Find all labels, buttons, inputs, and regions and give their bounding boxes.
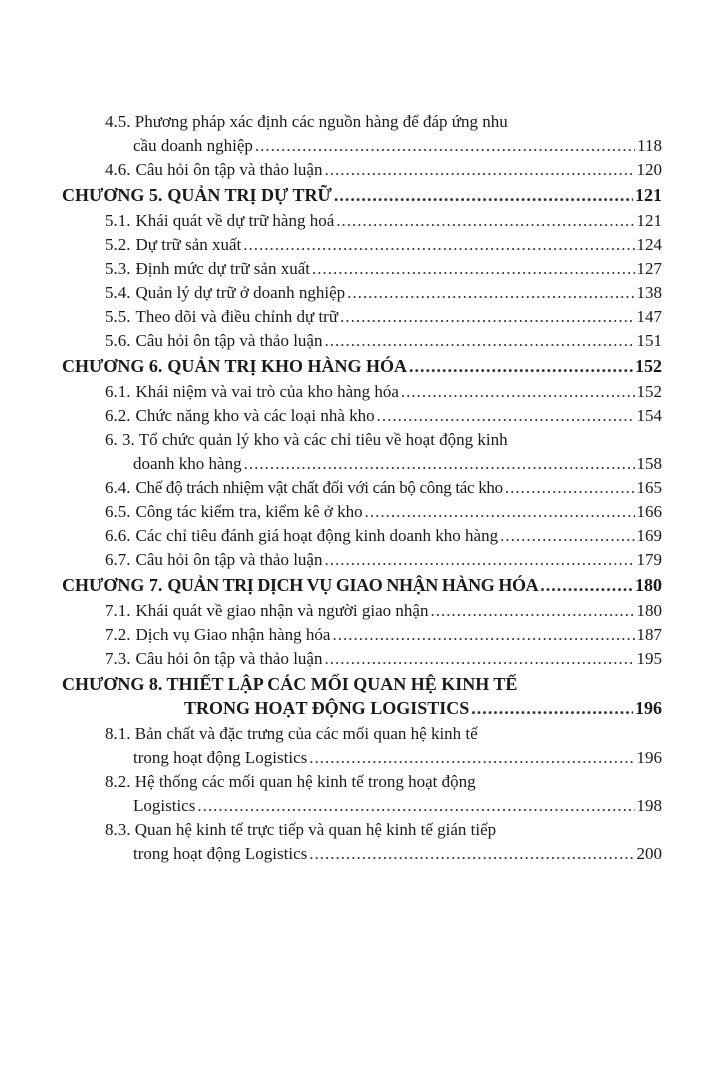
entry-title: Định mức dự trữ sản xuất — [135, 259, 310, 278]
page-number: 180 — [635, 575, 662, 595]
leader-dots — [500, 526, 634, 546]
entry-title: Dự trữ sản xuất — [135, 235, 242, 254]
chapter-title: QUẢN TRỊ DỰ TRỮ — [167, 185, 332, 205]
toc-chapter-6 — [62, 355, 662, 377]
toc-entry-4-5 — [62, 112, 662, 132]
chapter-number: CHƯƠNG 5. — [62, 185, 163, 205]
page-number: 196 — [635, 698, 662, 718]
toc-entry-5-1 — [62, 211, 662, 231]
leader-dots — [340, 307, 634, 327]
page-number: 165 — [636, 478, 662, 497]
leader-dots — [471, 697, 633, 719]
page-number: 118 — [637, 136, 662, 155]
entry-title: Quản lý dự trữ ở doanh nghiệp — [135, 283, 346, 302]
leader-dots — [365, 502, 635, 522]
entry-number: 5.3. — [105, 259, 131, 278]
entry-number: 5.6. — [105, 331, 131, 350]
entry-number: 8.2. — [105, 772, 131, 791]
toc-entry-7-3 — [62, 649, 662, 669]
entry-title: Câu hỏi ôn tập và thảo luận — [135, 331, 323, 350]
toc-entry-6-1 — [62, 382, 662, 402]
leader-dots — [505, 478, 635, 498]
leader-dots — [244, 454, 635, 474]
leader-dots — [336, 211, 634, 231]
toc-entry-4-5-cont — [62, 136, 662, 156]
page-number: 169 — [636, 526, 662, 545]
toc-chapter-8-cont — [62, 697, 662, 719]
chapter-title-cont: TRONG HOẠT ĐỘNG LOGISTICS — [184, 698, 470, 718]
leader-dots — [334, 184, 633, 206]
entry-number: 7.2. — [105, 625, 131, 644]
page-number: 187 — [636, 625, 662, 644]
toc-entry-8-2 — [62, 772, 662, 792]
toc-entry-8-3 — [62, 820, 662, 840]
page-number: 196 — [636, 748, 662, 767]
toc-chapter-7 — [62, 574, 662, 596]
entry-title: Bản chất và đặc trưng của các mối quan hệ kinh tế — [134, 724, 478, 743]
entry-number: 6.7. — [105, 550, 131, 569]
leader-dots — [197, 796, 634, 816]
chapter-number: CHƯƠNG 8. — [62, 674, 163, 694]
leader-dots — [309, 844, 634, 864]
entry-title: Các chỉ tiêu đánh giá hoạt động kinh doanh kho hàng — [135, 526, 499, 545]
toc-entry-8-1 — [62, 724, 662, 744]
toc-entry-6-2 — [62, 406, 662, 426]
entry-title: Khái niệm và vai trò của kho hàng hóa — [135, 382, 399, 401]
entry-number: 6.1. — [105, 382, 131, 401]
entry-number: 6.2. — [105, 406, 131, 425]
entry-number: 7.1. — [105, 601, 131, 620]
toc-chapter-5 — [62, 184, 662, 206]
leader-dots — [324, 160, 634, 180]
entry-number: 6.6. — [105, 526, 131, 545]
leader-dots — [309, 748, 634, 768]
entry-number: 4.5. — [105, 112, 131, 131]
page-number: 198 — [636, 796, 662, 815]
page-number: 152 — [636, 382, 662, 401]
entry-number: 4.6. — [105, 160, 131, 179]
entry-number: 8.1. — [105, 724, 131, 743]
leader-dots — [243, 235, 634, 255]
toc-entry-7-1 — [62, 601, 662, 621]
entry-title: Chức năng kho và các loại nhà kho — [135, 406, 375, 425]
chapter-number: CHƯƠNG 6. — [62, 356, 163, 376]
page-number: 127 — [636, 259, 662, 278]
entry-number: 7.3. — [105, 649, 131, 668]
chapter-title: QUẢN TRỊ KHO HÀNG HÓA — [167, 356, 408, 376]
leader-dots — [401, 382, 635, 402]
entry-number: 5.2. — [105, 235, 131, 254]
page-number: 166 — [636, 502, 662, 521]
leader-dots — [332, 625, 634, 645]
entry-number: 5.5. — [105, 307, 131, 326]
toc-entry-6-4 — [62, 478, 662, 498]
entry-title: Hệ thống các mối quan hệ kinh tế trong hoạt động — [134, 772, 476, 791]
entry-title-cont: doanh kho hàng — [133, 454, 242, 473]
page-number: 158 — [636, 454, 662, 473]
entry-title: Phương pháp xác định các nguồn hàng để đáp ứng nhu — [134, 112, 508, 131]
leader-dots — [312, 259, 635, 279]
page-number: 180 — [636, 601, 662, 620]
entry-title: Tổ chức quản lý kho và các chỉ tiêu về hoạt động kinh — [138, 430, 508, 449]
entry-title: Câu hỏi ôn tập và thảo luận — [135, 649, 323, 668]
toc-entry-5-2 — [62, 235, 662, 255]
toc-entry-5-4 — [62, 283, 662, 303]
toc-entry-7-2 — [62, 625, 662, 645]
page-number: 200 — [636, 844, 662, 863]
leader-dots — [540, 574, 633, 596]
leader-dots — [430, 601, 634, 621]
page-number: 124 — [636, 235, 662, 254]
chapter-number: CHƯƠNG 7. — [62, 575, 163, 595]
page-number: 120 — [636, 160, 662, 179]
entry-title: Quan hệ kinh tế trực tiếp và quan hệ kinh tế gián tiếp — [134, 820, 497, 839]
page-number: 121 — [635, 185, 662, 205]
entry-title: Câu hỏi ôn tập và thảo luận — [135, 550, 323, 569]
leader-dots — [255, 136, 635, 156]
leader-dots — [377, 406, 635, 426]
entry-title: Khái quát về dự trữ hàng hoá — [135, 211, 335, 230]
page-number: 138 — [636, 283, 662, 302]
leader-dots — [324, 331, 634, 351]
page-number: 151 — [636, 331, 662, 350]
page-number: 154 — [636, 406, 662, 425]
table-of-contents — [62, 112, 662, 868]
entry-title: Công tác kiểm tra, kiểm kê ở kho — [135, 502, 363, 521]
entry-title: Câu hỏi ôn tập và thảo luận — [135, 160, 323, 179]
leader-dots — [347, 283, 634, 303]
entry-number: 8.3. — [105, 820, 131, 839]
toc-chapter-8 — [62, 673, 662, 695]
entry-number: 5.4. — [105, 283, 131, 302]
toc-entry-4-6 — [62, 160, 662, 180]
entry-title: Dịch vụ Giao nhận hàng hóa — [135, 625, 331, 644]
toc-entry-6-3-cont — [62, 454, 662, 474]
page-number: 195 — [636, 649, 662, 668]
entry-title: Theo dõi và điều chỉnh dự trữ — [135, 307, 339, 326]
toc-entry-6-7 — [62, 550, 662, 570]
chapter-title: THIẾT LẬP CÁC MỐI QUAN HỆ KINH TẾ — [166, 674, 518, 694]
entry-number: 6. 3. — [105, 430, 135, 449]
entry-title: Chế độ trách nhiệm vật chất đối với cán bộ công tác kho — [135, 478, 503, 497]
toc-entry-8-1-cont — [62, 748, 662, 768]
entry-title: Khái quát về giao nhận và người giao nhận — [135, 601, 429, 620]
leader-dots — [324, 649, 634, 669]
toc-entry-5-6 — [62, 331, 662, 351]
toc-entry-6-3 — [62, 430, 662, 450]
toc-entry-8-2-cont — [62, 796, 662, 816]
entry-title-cont: trong hoạt động Logistics — [133, 748, 308, 767]
toc-entry-6-6 — [62, 526, 662, 546]
entry-title-cont: trong hoạt động Logistics — [133, 844, 308, 863]
entry-title-cont: Logistics — [133, 796, 196, 815]
entry-number: 5.1. — [105, 211, 131, 230]
page-number: 147 — [636, 307, 662, 326]
entry-number: 6.4. — [105, 478, 131, 497]
leader-dots — [409, 355, 633, 377]
leader-dots — [324, 550, 634, 570]
toc-entry-8-3-cont — [62, 844, 662, 864]
page-number: 179 — [636, 550, 662, 569]
entry-title-cont: cầu doanh nghiệp — [133, 136, 253, 155]
page-number: 152 — [635, 356, 662, 376]
chapter-title: QUẢN TRỊ DỊCH VỤ GIAO NHẬN HÀNG HÓA — [167, 575, 539, 595]
toc-entry-5-5 — [62, 307, 662, 327]
entry-number: 6.5. — [105, 502, 131, 521]
toc-entry-6-5 — [62, 502, 662, 522]
toc-entry-5-3 — [62, 259, 662, 279]
page-number: 121 — [636, 211, 662, 230]
